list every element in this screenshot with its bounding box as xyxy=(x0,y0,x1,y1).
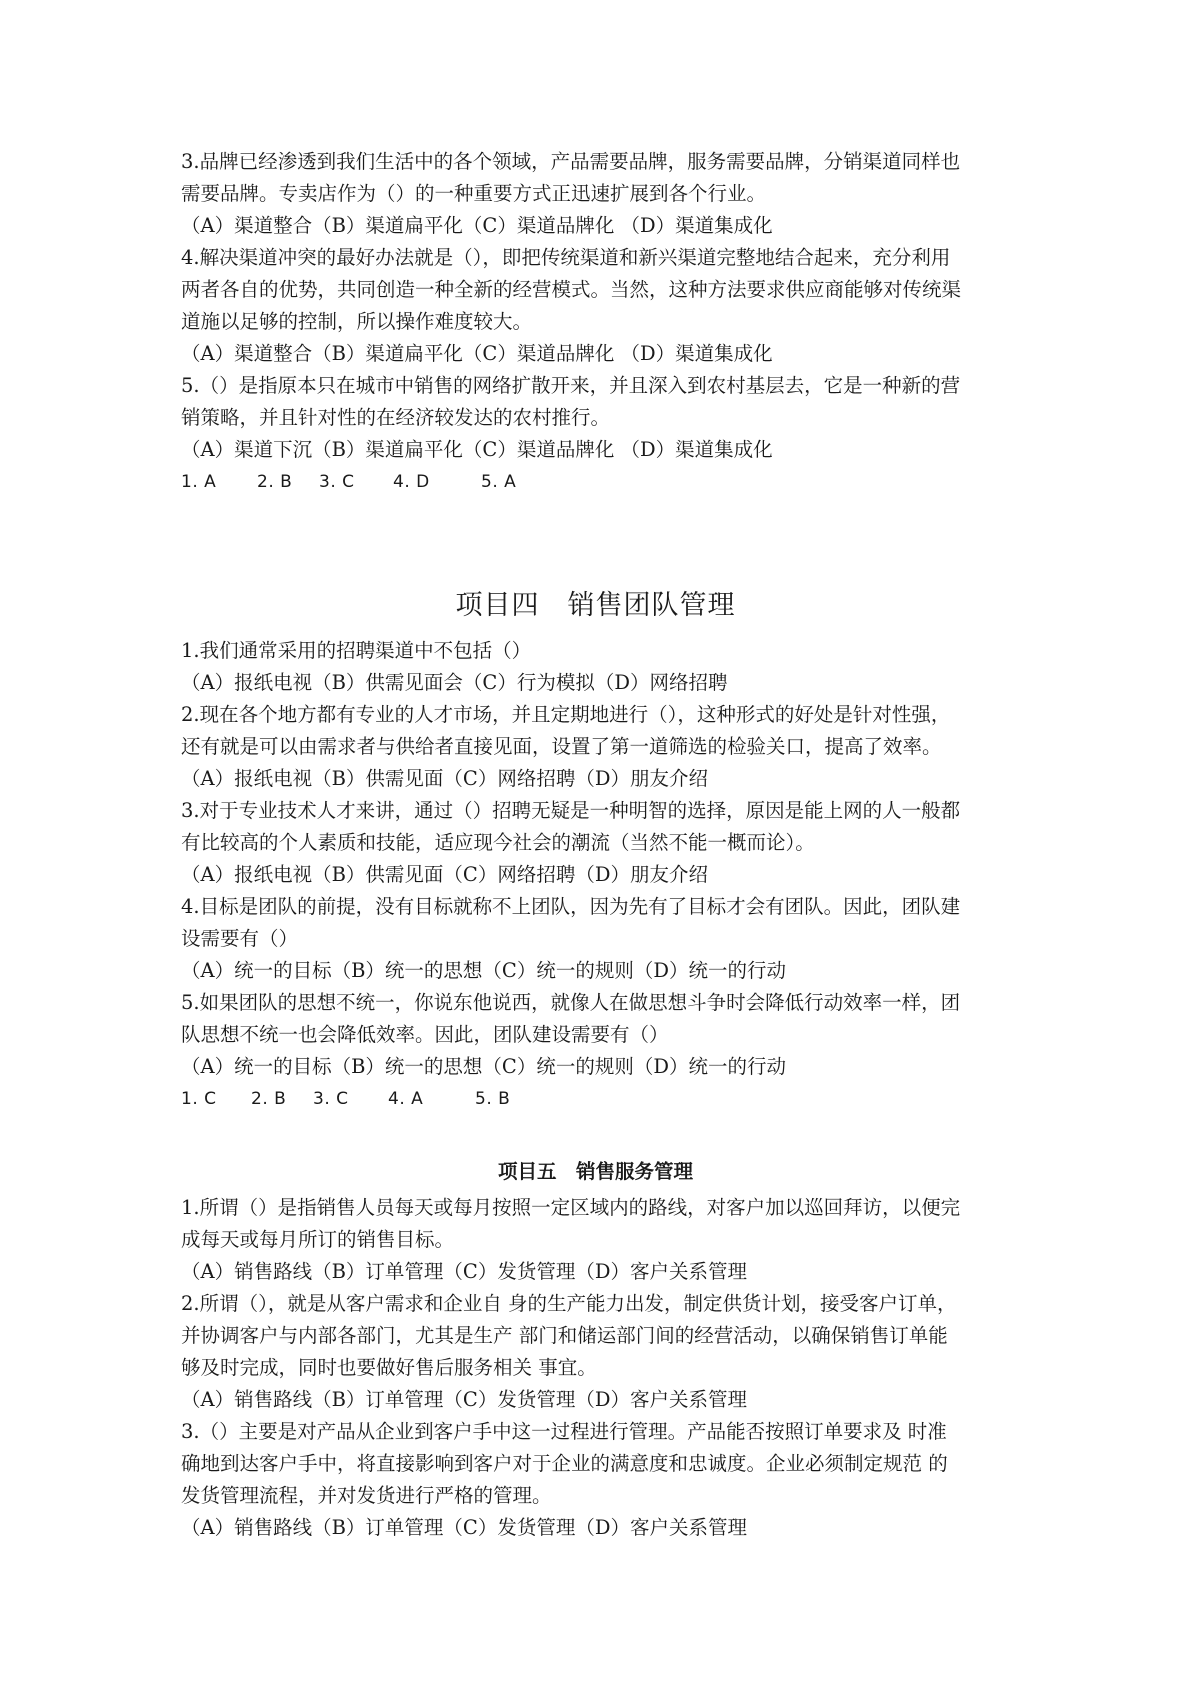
question-2-text: 并协调客户与内部各部门，尤其是生产 部门和储运部门间的经营活动，以确保销售订单能 xyxy=(181,1324,948,1347)
question-3-options: （A）销售路线（B）订单管理（C）发货管理（D）客户关系管理 xyxy=(181,1516,747,1539)
answer-item: 4. D xyxy=(393,472,430,492)
question-3-options: （A）报纸电视（B）供需见面（C）网络招聘（D）朋友介绍 xyxy=(181,863,708,886)
question-2-text: 还有就是可以由需求者与供给者直接见面，设置了第一道筛选的检验关口，提高了效率。 xyxy=(181,735,942,758)
question-1-text: 1.我们通常采用的招聘渠道中不包括（） xyxy=(181,639,532,662)
question-2-options: （A）报纸电视（B）供需见面（C）网络招聘（D）朋友介绍 xyxy=(181,767,708,790)
section-title: 项目四 销售团队管理 xyxy=(455,590,736,621)
question-1-text: 1.所谓（）是指销售人员每天或每月按照一定区域内的路线，对客户加以巡回拜访，以便完 xyxy=(181,1196,961,1219)
question-2-text: 够及时完成，同时也要做好售后服务相关 事宜。 xyxy=(181,1356,597,1379)
question-5-options: （A）渠道下沉（B）渠道扁平化（C）渠道品牌化 （D）渠道集成化 xyxy=(181,438,773,461)
answer-item: 4. A xyxy=(388,1089,424,1109)
answer-item: 1. C xyxy=(181,1089,217,1109)
question-2-options: （A）销售路线（B）订单管理（C）发货管理（D）客户关系管理 xyxy=(181,1388,747,1411)
question-5-text: 5.如果团队的思想不统一，你说东他说西，就像人在做思想斗争时会降低行动效率一样，团 xyxy=(181,991,961,1014)
answer-key xyxy=(181,467,1021,497)
answer-item: 5. B xyxy=(475,1089,511,1109)
question-2-text: 2.所谓（），就是从客户需求和企业自 身的生产能力出发，制定供货计划，接受客户订单， xyxy=(181,1292,957,1315)
question-5-text: 5.（）是指原本只在城市中销售的网络扩散开来，并且深入到农村基层去，它是一种新的营 xyxy=(181,374,961,397)
question-4-text: 4.目标是团队的前提，没有目标就称不上团队，因为先有了目标才会有团队。因此，团队建 xyxy=(181,895,961,918)
question-4-text: 道施以足够的控制，所以操作难度较大。 xyxy=(181,310,533,333)
question-4-text: 设需要有（） xyxy=(181,927,299,950)
question-1-options: （A）报纸电视（B）供需见面会（C）行为模拟（D）网络招聘 xyxy=(181,671,728,694)
question-1-text: 成每天或每月所订的销售目标。 xyxy=(181,1228,455,1251)
question-3-text: 有比较高的个人素质和技能，适应现今社会的潮流（当然不能一概而论）。 xyxy=(181,831,815,854)
question-1-options: （A）销售路线（B）订单管理（C）发货管理（D）客户关系管理 xyxy=(181,1260,747,1283)
answer-item: 2. B xyxy=(251,1089,287,1109)
question-3-text: 确地到达客户手中，将直接影响到客户对于企业的满意度和忠诚度。企业必须制定规范 的 xyxy=(181,1452,948,1475)
question-3-text: 3.对于专业技术人才来讲，通过（）招聘无疑是一种明智的选择，原因是能上网的人一般都 xyxy=(181,799,961,822)
answer-item: 3. C xyxy=(313,1089,349,1109)
question-3-text: 需要品牌。专卖店作为（）的一种重要方式正迅速扩展到各个行业。 xyxy=(181,182,767,205)
question-3-options: （A）渠道整合（B）渠道扁平化（C）渠道品牌化 （D）渠道集成化 xyxy=(181,214,773,237)
question-5-text: 销策略，并且针对性的在经济较发达的农村推行。 xyxy=(181,406,611,429)
answer-item: 5. A xyxy=(481,472,517,492)
answer-item: 1. A xyxy=(181,472,217,492)
answer-key xyxy=(181,1084,1021,1114)
question-4-options: （A）统一的目标（B）统一的思想（C）统一的规则（D）统一的行动 xyxy=(181,959,786,982)
question-3-text: 3.品牌已经渗透到我们生活中的各个领域，产品需要品牌，服务需要品牌，分销渠道同样也 xyxy=(181,150,961,173)
answer-item: 2. B xyxy=(257,472,293,492)
section-title: 项目五 销售服务管理 xyxy=(497,1160,693,1183)
question-5-text: 队思想不统一也会降低效率。因此，团队建设需要有（） xyxy=(181,1023,669,1046)
answer-item: 3. C xyxy=(319,472,355,492)
question-4-text: 4.解决渠道冲突的最好办法就是（），即把传统渠道和新兴渠道完整地结合起来，充分利用 xyxy=(181,246,951,269)
question-4-text: 两者各自的优势，共同创造一种全新的经营模式。当然，这种方法要求供应商能够对传统渠 xyxy=(181,278,962,301)
question-5-options: （A）统一的目标（B）统一的思想（C）统一的规则（D）统一的行动 xyxy=(181,1055,786,1078)
question-3-text: 3.（）主要是对产品从企业到客户手中这一过程进行管理。产品能否按照订单要求及 时准 xyxy=(181,1420,947,1443)
question-2-text: 2.现在各个地方都有专业的人才市场，并且定期地进行（），这种形式的好处是针对性强， xyxy=(181,703,951,726)
question-3-text: 发货管理流程，并对发货进行严格的管理。 xyxy=(181,1484,552,1507)
question-4-options: （A）渠道整合（B）渠道扁平化（C）渠道品牌化 （D）渠道集成化 xyxy=(181,342,773,365)
